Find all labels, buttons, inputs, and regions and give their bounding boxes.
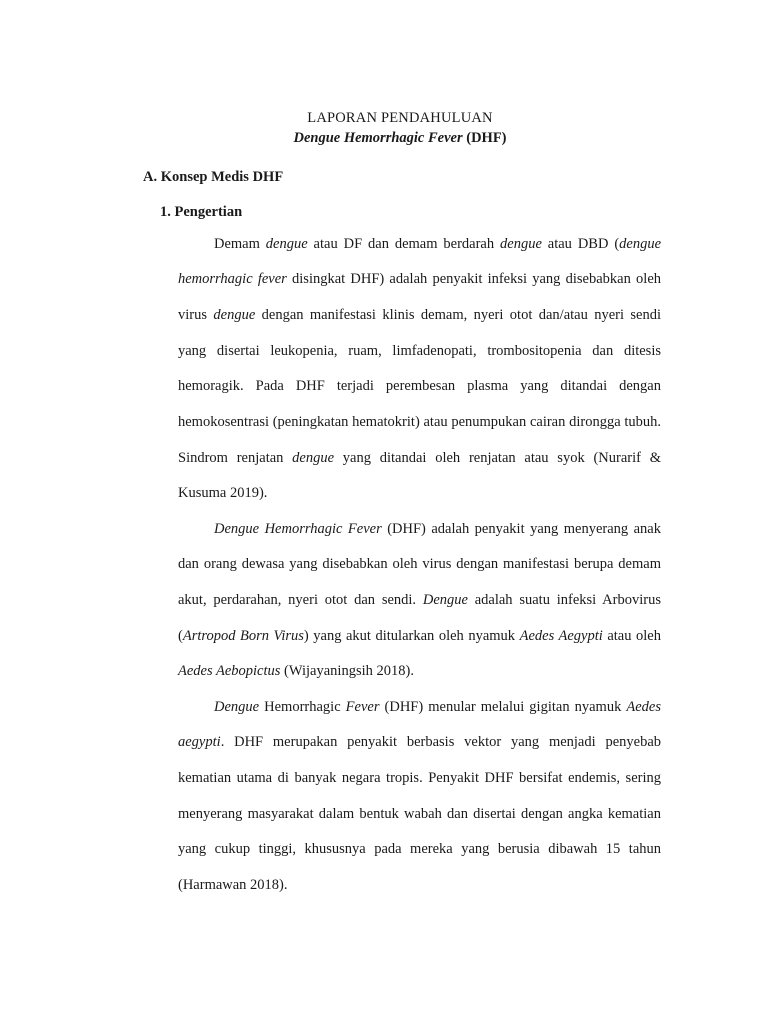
paragraph (178, 512, 661, 691)
body-text: Hemorrhagic (259, 698, 346, 715)
document-title: LAPORAN PENDAHULUAN (307, 110, 493, 126)
italic-text: Aedes Aebopictus (178, 663, 281, 680)
italic-text: Dengue Hemorrhagic Fever (214, 520, 382, 537)
body-text: atau DBD ( (541, 235, 620, 252)
italic-text: dengue (500, 235, 542, 252)
paragraph (178, 227, 661, 513)
body-text: atau oleh (602, 627, 661, 644)
body-text: disingkat DHF) adalah penyakit infeksi yang disebabkan oleh virus (178, 271, 662, 323)
body-text: Demam (214, 235, 266, 252)
italic-text: dengue (292, 449, 335, 466)
body-text: (DHF) adalah penyakit yang menyerang anak dan orang dewasa yang disebabkan oleh virus dengan manifestasi berupa demam akut, perdarahan, nyeri otot dan sendi. (178, 520, 661, 608)
italic-text: Aedes aegypti (178, 698, 661, 751)
body-text: atau DF dan demam berdarah (307, 235, 501, 252)
body-text: (Wijayaningsih 2018). (280, 663, 414, 680)
body-text: ) yang akut ditularkan oleh nyamuk (303, 627, 520, 644)
italic-text: dengue (265, 235, 308, 252)
subtitle-italic: Dengue Hemorrhagic Fever (293, 130, 463, 146)
italic-text: dengue hemorrhagic fever (178, 235, 662, 288)
document-subtitle (0, 129, 768, 147)
italic-text: dengue (213, 306, 256, 323)
paragraph (178, 690, 661, 904)
body-text: adalah suatu infeksi Arbovirus ( (178, 591, 661, 644)
body-text: yang ditandai oleh renjatan atau syok (Nurarif & Kusuma 2019). (178, 449, 661, 502)
italic-text: Fever (345, 698, 380, 715)
italic-text: Artropod Born Virus (182, 627, 304, 644)
body-text: dengan manifestasi klinis demam, nyeri otot dan/atau nyeri sendi yang disertai leukopenia, ruam, limfadenopati, trombositopenia dan ditesis hemoragik. Pada DHF terjadi perembesan plasma yang ditandai dengan hemokosentrasi (peningkatan hematokrit) atau penumpukan cairan dirongga tubuh. Sindrom renjatan (178, 306, 662, 466)
subsection-heading-1: 1. Pengertian (160, 204, 243, 220)
italic-text: Dengue (422, 591, 468, 608)
subtitle-rest: (DHF) (462, 130, 507, 146)
body-text: (DHF) menular melalui gigitan nyamuk (379, 698, 627, 715)
italic-text: Dengue (214, 698, 260, 715)
body-text: . DHF merupakan penyakit berbasis vektor yang menjadi penyebab kematian utama di banyak negara tropis. Penyakit DHF bersifat endemis, sering menyerang masyarakat dalam bentuk wabah dan disertai dengan angka kematian yang cukup tinggi, khususnya pada mereka yang berusia dibawah 15 tahun (Harmawan 2018). (178, 734, 661, 894)
italic-text: Aedes Aegypti (519, 627, 603, 644)
section-heading-a: A. Konsep Medis DHF (143, 169, 284, 185)
